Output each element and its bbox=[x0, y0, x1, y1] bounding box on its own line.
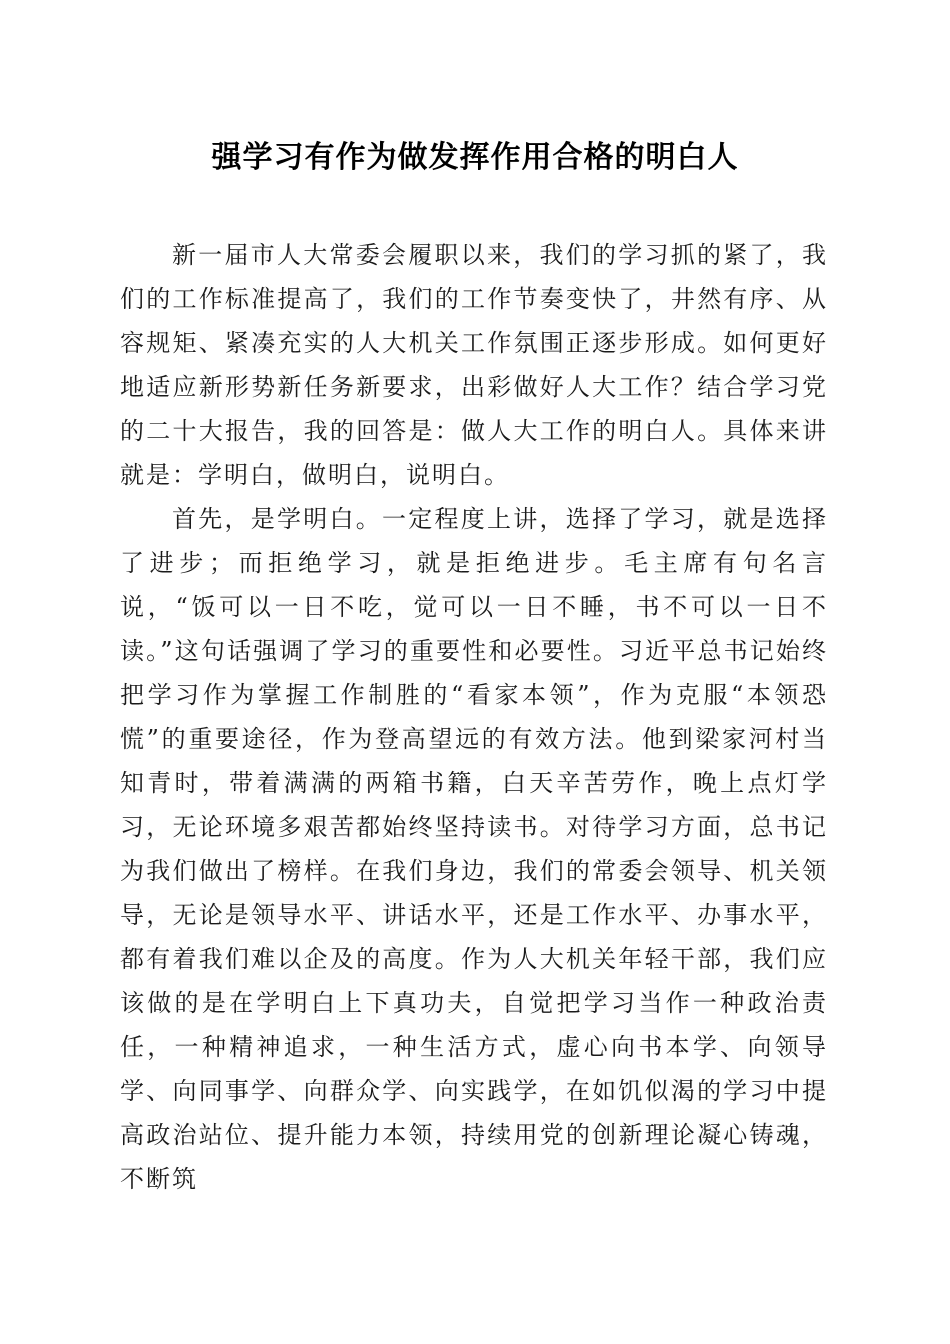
document-body bbox=[120, 233, 828, 1201]
paragraph-learn-clearly: 首先，是学明白。一定程度上讲，选择了学习，就是选择了进步；而拒绝学习，就是拒绝进步。毛主席有句名言说，“饭可以一日不吃，觉可以一日不睡，书不可以一日不读。”这句话强调了学习的重要性和必要性。习近平总书记始终把学习作为掌握工作制胜的“看家本领”，作为克服“本领恐慌”的重要途径，作为登高望远的有效方法。他到梁家河村当知青时，带着满满的两箱书籍，白天辛苦劳作，晚上点灯学习，无论环境多艰苦都始终坚持读书。对待学习方面，总书记为我们做出了榜样。在我们身边，我们的常委会领导、机关领导，无论是领导水平、讲话水平，还是工作水平、办事水平，都有着我们难以企及的高度。作为人大机关年轻干部，我们应该做的是在学明白上下真功夫，自觉把学习当作一种政治责任，一种精神追求，一种生活方式，虚心向书本学、向领导学、向同事学、向群众学、向实践学，在如饥似渴的学习中提高政治站位、提升能力本领，持续用党的创新理论凝心铸魂，不断筑 bbox=[120, 505, 828, 1193]
paragraph-intro: 新一届市人大常委会履职以来，我们的学习抓的紧了，我们的工作标准提高了，我们的工作节奏变快了，井然有序、从容规矩、紧凑充实的人大机关工作氛围正逐步形成。如何更好地适应新形势新任务新要求，出彩做好人大工作？结合学习党的二十大报告，我的回答是：做人大工作的明白人。具体来讲就是：学明白，做明白，说明白。 bbox=[120, 241, 828, 489]
document-title: 强学习有作为做发挥作用合格的明白人 bbox=[211, 140, 739, 175]
